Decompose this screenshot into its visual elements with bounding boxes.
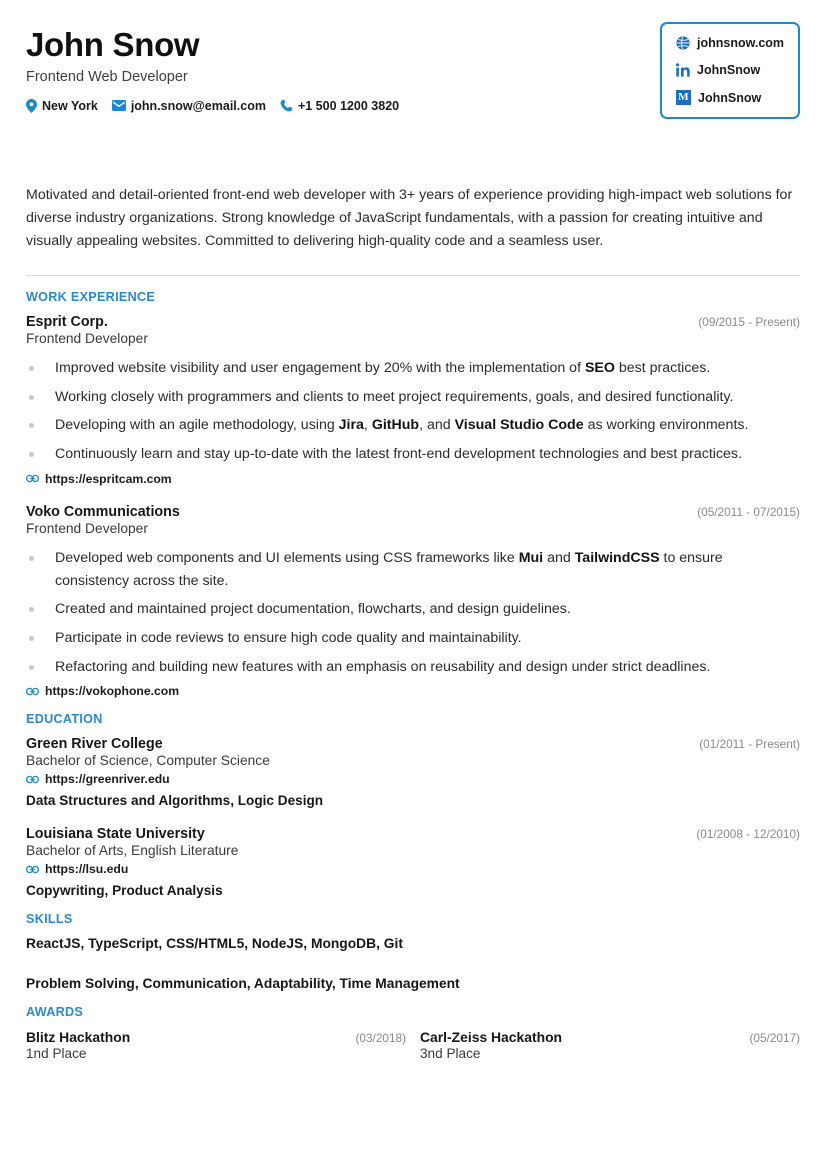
social-link-linkedin-label: JohnSnow <box>697 63 761 77</box>
linkedin-icon <box>676 63 690 77</box>
award-entry-place: 1nd Place <box>26 1046 87 1062</box>
work-entry <box>26 504 800 699</box>
job-title: Frontend Web Developer <box>26 68 188 85</box>
work-entry-head <box>26 504 800 520</box>
skills-soft: Problem Solving, Communication, Adaptability, Time Management <box>26 976 460 992</box>
social-link-website[interactable] <box>676 36 788 50</box>
work-entry-role: Frontend Developer <box>26 520 148 536</box>
list-item: Working closely with programmers and clients to meet project requirements, goals, and desired functionality. <box>26 386 800 409</box>
award-entry-name: Carl-Zeiss Hackathon <box>420 1029 563 1046</box>
award-entry <box>26 1029 406 1061</box>
globe-icon <box>676 36 690 50</box>
list-item: Developed web components and UI elements using CSS frameworks like Mui and TailwindCSS to ensure consistency across the site. <box>26 547 800 592</box>
resume-header <box>26 26 800 146</box>
list-item: Participate in code reviews to ensure high code quality and maintainability. <box>26 627 800 650</box>
education-entry-head <box>26 736 800 752</box>
education-entry-head <box>26 826 800 842</box>
work-entry-bullets <box>26 547 800 679</box>
work-entry-date: (09/2015 - Present) <box>698 315 800 329</box>
section-divider <box>26 275 800 276</box>
section-skills <box>26 912 800 991</box>
contact-phone-label: +1 500 1200 3820 <box>297 98 400 113</box>
education-entry-org: Louisiana State University <box>26 826 205 843</box>
work-entry-link-label: https://vokophone.com <box>45 684 180 699</box>
education-entry-date: (01/2008 - 12/2010) <box>696 827 800 842</box>
education-entry-date: (01/2011 - Present) <box>699 737 800 752</box>
section-title-awards: AWARDS <box>26 1005 84 1020</box>
contact-email[interactable] <box>112 99 266 113</box>
list-item: Refactoring and building new features with an emphasis on reusability and design under strict deadlines. <box>26 656 800 679</box>
awards-grid <box>26 1029 800 1061</box>
page-title: John Snow <box>26 26 200 63</box>
work-entry-org: Esprit Corp. <box>26 314 108 330</box>
award-entry-name: Blitz Hackathon <box>26 1029 131 1046</box>
list-item: Improved website visibility and user engagement by 20% with the implementation of SEO best practices. <box>26 357 800 380</box>
link-chain-icon <box>26 687 39 696</box>
link-chain-icon <box>26 775 39 784</box>
education-entry-org: Green River College <box>26 736 163 753</box>
link-chain-icon <box>26 474 39 483</box>
award-entry-place: 3nd Place <box>420 1046 481 1062</box>
work-entry-head <box>26 314 800 330</box>
section-title-education: EDUCATION <box>26 712 103 727</box>
phone-icon <box>280 99 293 112</box>
section-title-skills: SKILLS <box>26 912 73 927</box>
section-work-experience <box>26 290 800 698</box>
section-awards <box>26 1005 800 1061</box>
education-entry <box>26 736 800 808</box>
social-link-medium-label: JohnSnow <box>698 90 762 105</box>
education-entry-courses: Data Structures and Algorithms, Logic Design <box>26 793 324 809</box>
work-entry-org: Voko Communications <box>26 503 180 520</box>
email-icon <box>112 100 126 111</box>
work-entry <box>26 314 800 486</box>
social-link-medium[interactable] <box>676 90 788 105</box>
social-link-linkedin[interactable] <box>676 63 788 77</box>
section-education <box>26 712 800 898</box>
contact-phone[interactable] <box>280 99 399 113</box>
list-item: Developing with an agile methodology, using Jira, GitHub, and Visual Studio Code as working environments. <box>26 414 800 437</box>
work-entry-date: (05/2011 - 07/2015) <box>697 504 800 519</box>
education-entry-courses: Copywriting, Product Analysis <box>26 883 223 899</box>
education-entry-degree: Bachelor of Science, Computer Science <box>26 753 270 769</box>
award-entry-head <box>420 1029 800 1045</box>
education-entry-link[interactable] <box>26 862 800 876</box>
work-entry-link-label: https://espritcam.com <box>45 471 172 486</box>
award-entry <box>420 1029 800 1061</box>
section-title-work-experience: WORK EXPERIENCE <box>26 290 156 304</box>
list-item: Created and maintained project documentation, flowcharts, and design guidelines. <box>26 598 800 621</box>
social-link-website-label: johnsnow.com <box>697 36 785 50</box>
award-entry-date: (05/2017) <box>749 1031 800 1046</box>
education-entry-link[interactable] <box>26 772 800 786</box>
list-item: Continuously learn and stay up-to-date with the latest front-end development technologies and best practices. <box>26 443 800 466</box>
education-entry <box>26 826 800 898</box>
contact-location-label: New York <box>42 98 98 113</box>
location-pin-icon <box>26 99 37 113</box>
work-entry-link[interactable] <box>26 472 800 486</box>
contact-email-label: john.snow@email.com <box>130 98 266 113</box>
summary-text: Motivated and detail-oriented front-end web developer with 3+ years of experience providing high-impact web solutions for diverse industry organizations. Strong knowledge of JavaScript fundamentals, with a passion for creating intuitive and visually appealing websites. Committed to delivering high-quality code and a seamless user. <box>26 187 793 249</box>
education-entry-link-label: https://lsu.edu <box>45 862 129 877</box>
work-entry-bullets <box>26 357 800 466</box>
award-entry-head <box>26 1029 406 1045</box>
work-entry-link[interactable] <box>26 684 800 698</box>
skills-technical: ReactJS, TypeScript, CSS/HTML5, NodeJS, MongoDB, Git <box>26 936 403 952</box>
social-links-box <box>660 22 800 119</box>
link-chain-icon <box>26 865 39 874</box>
education-entry-link-label: https://greenriver.edu <box>45 772 170 787</box>
work-entry-role: Frontend Developer <box>26 331 148 346</box>
award-entry-date: (03/2018) <box>355 1031 406 1046</box>
medium-icon: M <box>676 90 691 105</box>
contact-location[interactable] <box>26 99 98 113</box>
education-entry-degree: Bachelor of Arts, English Literature <box>26 843 239 859</box>
